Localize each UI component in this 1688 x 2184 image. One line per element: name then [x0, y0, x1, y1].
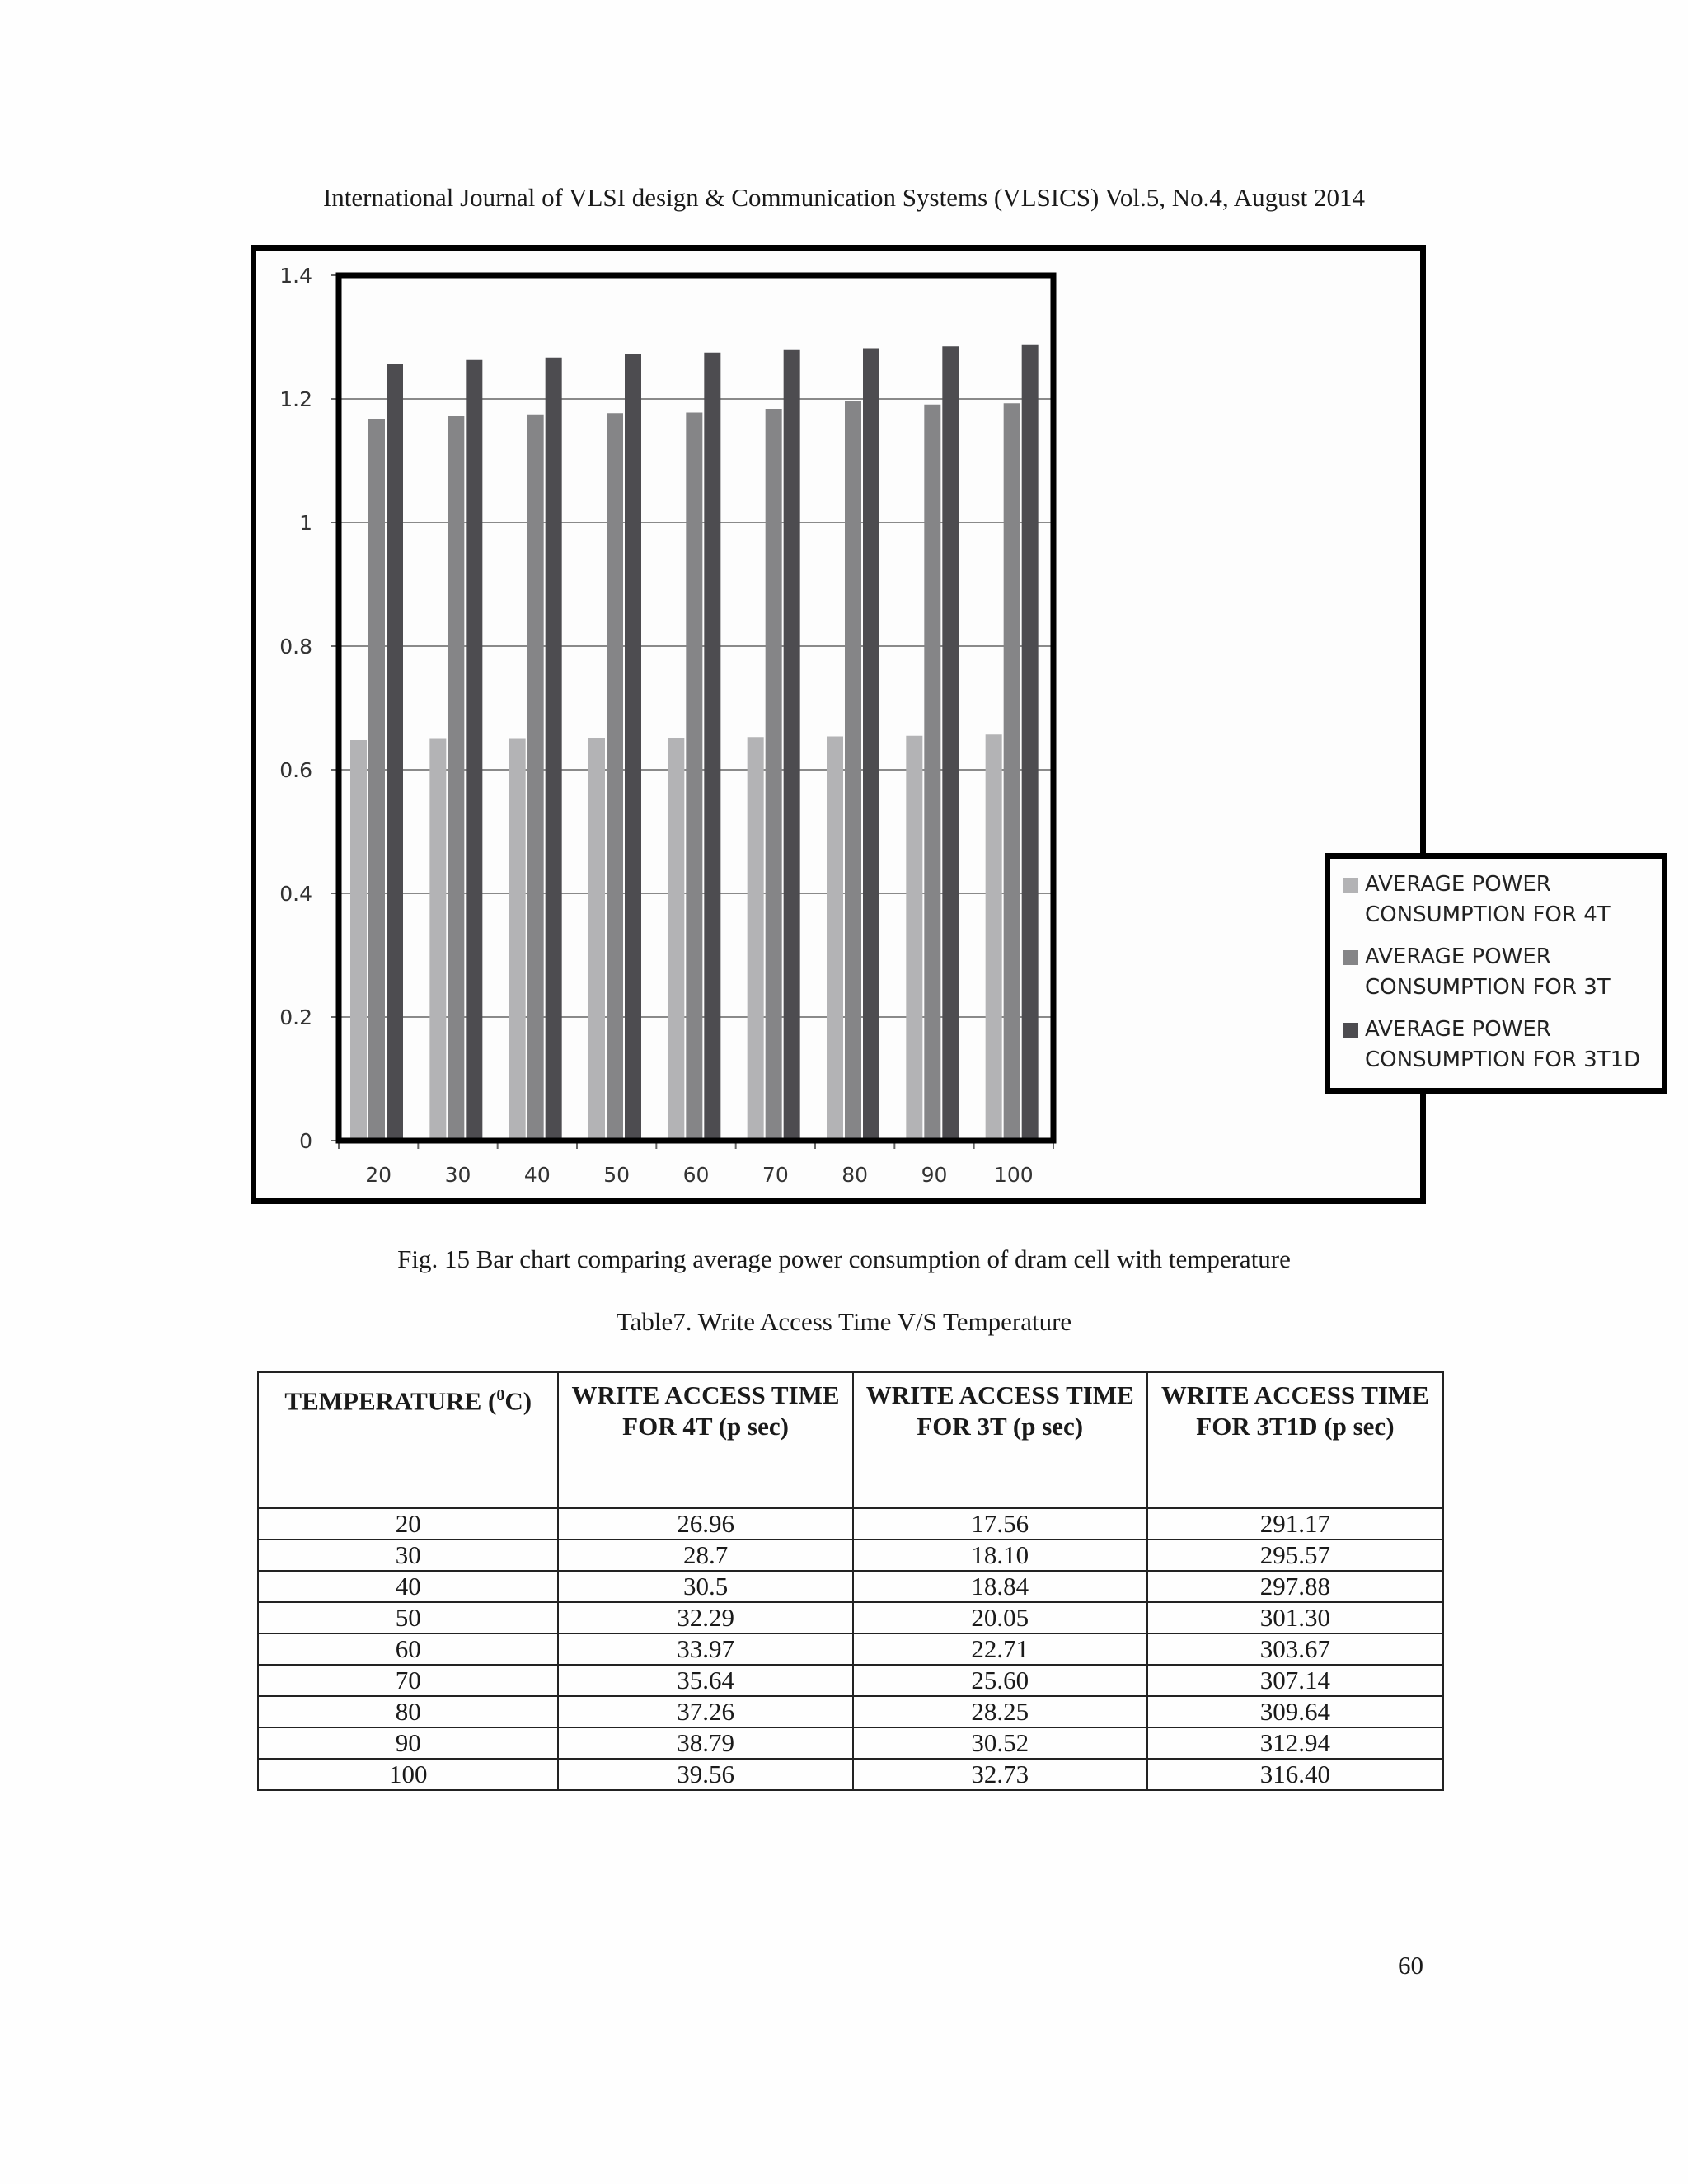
bar	[509, 739, 526, 1141]
legend-swatch	[1343, 950, 1358, 965]
table-body	[258, 1508, 1443, 1790]
x-tick-label: 80	[842, 1163, 869, 1187]
bar	[588, 738, 605, 1141]
bar	[350, 740, 367, 1141]
journal-header: International Journal of VLSI design & Communication Systems (VLSICS) Vol.5, No.4, August 2014	[322, 183, 1366, 212]
table-cell: 80	[258, 1696, 558, 1727]
table-cell: 18.10	[853, 1540, 1147, 1571]
table-cell: 35.64	[558, 1665, 852, 1696]
y-tick-label: 1	[299, 511, 312, 535]
table-row	[258, 1727, 1443, 1759]
x-tick-label: 100	[993, 1163, 1034, 1187]
table-cell: 100	[258, 1759, 558, 1790]
legend-label-line: AVERAGE POWER	[1365, 944, 1551, 969]
table-title: Table7. Write Access Time V/S Temperature	[616, 1307, 1072, 1336]
table-cell: 60	[258, 1633, 558, 1665]
table-cell: 291.17	[1147, 1508, 1443, 1540]
legend-label-line: CONSUMPTION FOR 3T1D	[1365, 1047, 1641, 1072]
y-tick-label: 1.4	[279, 264, 312, 288]
bar-chart-svg	[256, 251, 1432, 1210]
x-tick-label: 70	[762, 1163, 789, 1187]
table-cell: 20.05	[853, 1602, 1147, 1633]
legend-swatch	[1343, 1023, 1358, 1038]
table-cell: 307.14	[1147, 1665, 1443, 1696]
legend-label	[1365, 869, 1611, 930]
table-cell: 303.67	[1147, 1633, 1443, 1665]
legend-label-line: AVERAGE POWER	[1365, 1017, 1551, 1042]
bar	[625, 354, 641, 1141]
x-tick-label: 90	[921, 1163, 948, 1187]
table-cell: 297.88	[1147, 1571, 1443, 1602]
legend-label	[1365, 1015, 1640, 1076]
bar	[686, 413, 702, 1141]
bar	[466, 360, 482, 1141]
table-row	[258, 1759, 1443, 1790]
page-number: 60	[1398, 1951, 1423, 1980]
table-cell: 30	[258, 1540, 558, 1571]
bar	[827, 737, 843, 1141]
bar	[766, 409, 782, 1141]
table-cell: 25.60	[853, 1665, 1147, 1696]
bar	[546, 358, 562, 1141]
header-text: WRITE ACCESS TIME FOR 3T (p sec)	[865, 1380, 1134, 1441]
table-cell: 28.25	[853, 1696, 1147, 1727]
bar	[429, 739, 446, 1141]
x-tick-label: 30	[444, 1163, 471, 1187]
table-cell: 301.30	[1147, 1602, 1443, 1633]
table-cell: 17.56	[853, 1508, 1147, 1540]
bar	[924, 405, 940, 1141]
table-row	[258, 1571, 1443, 1602]
table-cell: 20	[258, 1508, 558, 1540]
bar	[387, 364, 403, 1141]
bar-chart	[251, 245, 1641, 1204]
table-cell: 22.71	[853, 1633, 1147, 1665]
bar	[1004, 403, 1020, 1141]
bar	[906, 736, 922, 1141]
bar	[863, 349, 879, 1141]
table-header-cell	[853, 1372, 1147, 1508]
legend-label-line: CONSUMPTION FOR 4T	[1365, 902, 1611, 927]
bar	[448, 416, 464, 1141]
write-access-time-table	[257, 1371, 1444, 1791]
table-cell: 309.64	[1147, 1696, 1443, 1727]
bar	[368, 419, 385, 1141]
table-cell: 37.26	[558, 1696, 852, 1727]
y-tick-label: 0.8	[279, 635, 312, 658]
x-tick-label: 60	[682, 1163, 710, 1187]
table-cell: 312.94	[1147, 1727, 1443, 1759]
legend-label	[1365, 942, 1611, 1003]
table-cell: 18.84	[853, 1571, 1147, 1602]
legend-swatch	[1343, 878, 1358, 893]
bar	[748, 737, 764, 1141]
bar	[668, 738, 684, 1141]
x-tick-label: 50	[603, 1163, 631, 1187]
table-cell: 316.40	[1147, 1759, 1443, 1790]
table-cell: 26.96	[558, 1508, 852, 1540]
table-cell: 50	[258, 1602, 558, 1633]
legend-item	[1343, 1015, 1653, 1076]
table-header-row	[258, 1372, 1443, 1508]
table-cell: 30.52	[853, 1727, 1147, 1759]
table-header-cell	[258, 1372, 558, 1508]
bar	[607, 413, 623, 1141]
table-cell: 33.97	[558, 1633, 852, 1665]
x-tick-label: 40	[523, 1163, 551, 1187]
y-tick-label: 0.4	[279, 882, 312, 906]
table-cell: 90	[258, 1727, 558, 1759]
table-cell: 32.73	[853, 1759, 1147, 1790]
legend-label-line: CONSUMPTION FOR 3T	[1365, 975, 1611, 1000]
bar	[528, 415, 544, 1141]
bar	[784, 350, 800, 1141]
table-cell: 38.79	[558, 1727, 852, 1759]
table-cell: 70	[258, 1665, 558, 1696]
header-superscript: 0	[496, 1386, 505, 1404]
bar	[942, 346, 959, 1141]
table-cell: 28.7	[558, 1540, 852, 1571]
y-tick-label: 0	[299, 1129, 312, 1153]
y-tick-label: 0.2	[279, 1005, 312, 1029]
header-text: WRITE ACCESS TIME FOR 4T (p sec)	[571, 1380, 840, 1441]
table-cell: 40	[258, 1571, 558, 1602]
table-row	[258, 1508, 1443, 1540]
table-row	[258, 1633, 1443, 1665]
y-tick-label: 1.2	[279, 387, 312, 411]
table-cell: 30.5	[558, 1571, 852, 1602]
bar	[845, 401, 861, 1141]
table-header-cell	[1147, 1372, 1443, 1508]
figure-caption: Fig. 15 Bar chart comparing average power consumption of dram cell with temperature	[397, 1244, 1291, 1273]
legend-item	[1343, 869, 1653, 930]
legend-label-line: AVERAGE POWER	[1365, 872, 1551, 897]
table-cell: 32.29	[558, 1602, 852, 1633]
y-tick-label: 0.6	[279, 758, 312, 782]
bar	[986, 734, 1002, 1141]
header-text: C)	[504, 1386, 532, 1416]
table-cell: 39.56	[558, 1759, 852, 1790]
table-cell: 295.57	[1147, 1540, 1443, 1571]
table-row	[258, 1540, 1443, 1571]
header-text: TEMPERATURE (	[284, 1386, 497, 1416]
legend-item	[1343, 942, 1653, 1003]
header-text: WRITE ACCESS TIME FOR 3T1D (p sec)	[1160, 1380, 1429, 1441]
x-tick-label: 20	[365, 1163, 392, 1187]
table-row	[258, 1602, 1443, 1633]
bar	[704, 353, 720, 1141]
table-row	[258, 1696, 1443, 1727]
table-header-cell	[558, 1372, 852, 1508]
chart-legend	[1325, 853, 1667, 1094]
bar	[1022, 345, 1039, 1141]
table-row	[258, 1665, 1443, 1696]
